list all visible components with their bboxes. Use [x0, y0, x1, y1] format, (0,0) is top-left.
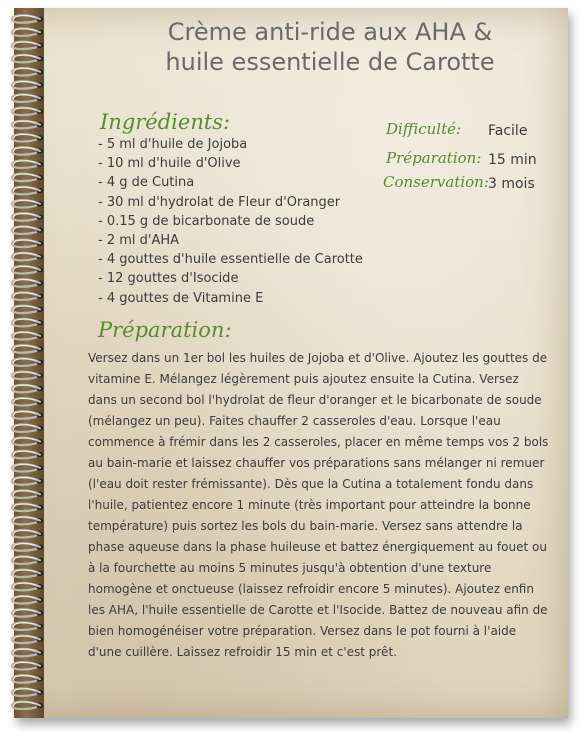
- ingredient-item: - 4 gouttes de Vitamine E: [98, 290, 264, 306]
- preparation-time-label: Préparation:: [386, 149, 482, 167]
- ingredient-item: - 2 ml d'AHA: [98, 232, 180, 248]
- ingredient-item: - 4 gouttes d'huile essentielle de Carotte: [98, 252, 363, 268]
- ingredients-heading: Ingrédients:: [100, 110, 231, 134]
- difficulty-label: Difficulté:: [386, 120, 462, 138]
- spiral-binding-icon: [6, 10, 52, 710]
- ingredient-item: - 30 ml d'hydrolat de Fleur d'Oranger: [98, 194, 341, 210]
- difficulty-value: Facile: [488, 123, 528, 139]
- preparation-heading: Préparation:: [98, 318, 232, 342]
- ingredient-item: - 5 ml d'huile de Jojoba: [98, 137, 248, 152]
- ingredients-list: [98, 135, 363, 308]
- preparation-time-value: 15 min: [488, 152, 537, 168]
- recipe-title-line1: Crème anti-ride aux AHA &: [167, 18, 493, 46]
- ingredient-item: - 12 gouttes d'Isocide: [98, 271, 239, 287]
- ingredient-item: - 10 ml d'huile d'Olive: [98, 156, 241, 172]
- ingredient-item: - 4 g de Cutina: [98, 175, 195, 191]
- ingredient-item: - 0.15 g de bicarbonate de soude: [98, 213, 315, 229]
- conservation-value: 3 mois: [488, 176, 535, 192]
- conservation-label: Conservation:: [383, 173, 489, 191]
- preparation-instructions: Versez dans un 1er bol les huiles de Jojoba et d'Olive. Ajoutez les gouttes de vitamine E. Mélangez légèrement puis ajoutez ensuite la Cutina. Versez dans un second bol l'hydrolat de fleur d'oranger et le bicarbonate de soude (mélangez un peu). Faites chauffer 2 casseroles d'eau. Lorsque l'eau commence à frémir dans les 2 casseroles, placer en même temps vos 2 bols au bain-marie et laissez chauffer vos préparations sans mélanger ni remuer (l'eau doit rester frémissante). Dès que la Cutina a totalement fondu dans l'huile, patientez encore 1 minute (très important pour atteindre la bonne température) puis sortez les bols du bain-marie. Versez sans attendre la phase aqueuse dans la phase huileuse et battez énergiquement au fouet ou à la fourchette au moins 5 minutes jusqu'à obtention d'une texture homogène et onctueuse (laissez refroidir encore 5 minutes). Ajoutez enfin les AHA, l'huile essentielle de Carotte et l'Isocide. Battez de nouveau afin de bien homogénéiser votre préparation. Versez dans le pot fourni à l'aide d'une cuillère. Laissez refroidir 15 min et c'est prêt.: [88, 351, 549, 659]
- recipe-title-line2: huile essentielle de Carotte: [165, 48, 495, 76]
